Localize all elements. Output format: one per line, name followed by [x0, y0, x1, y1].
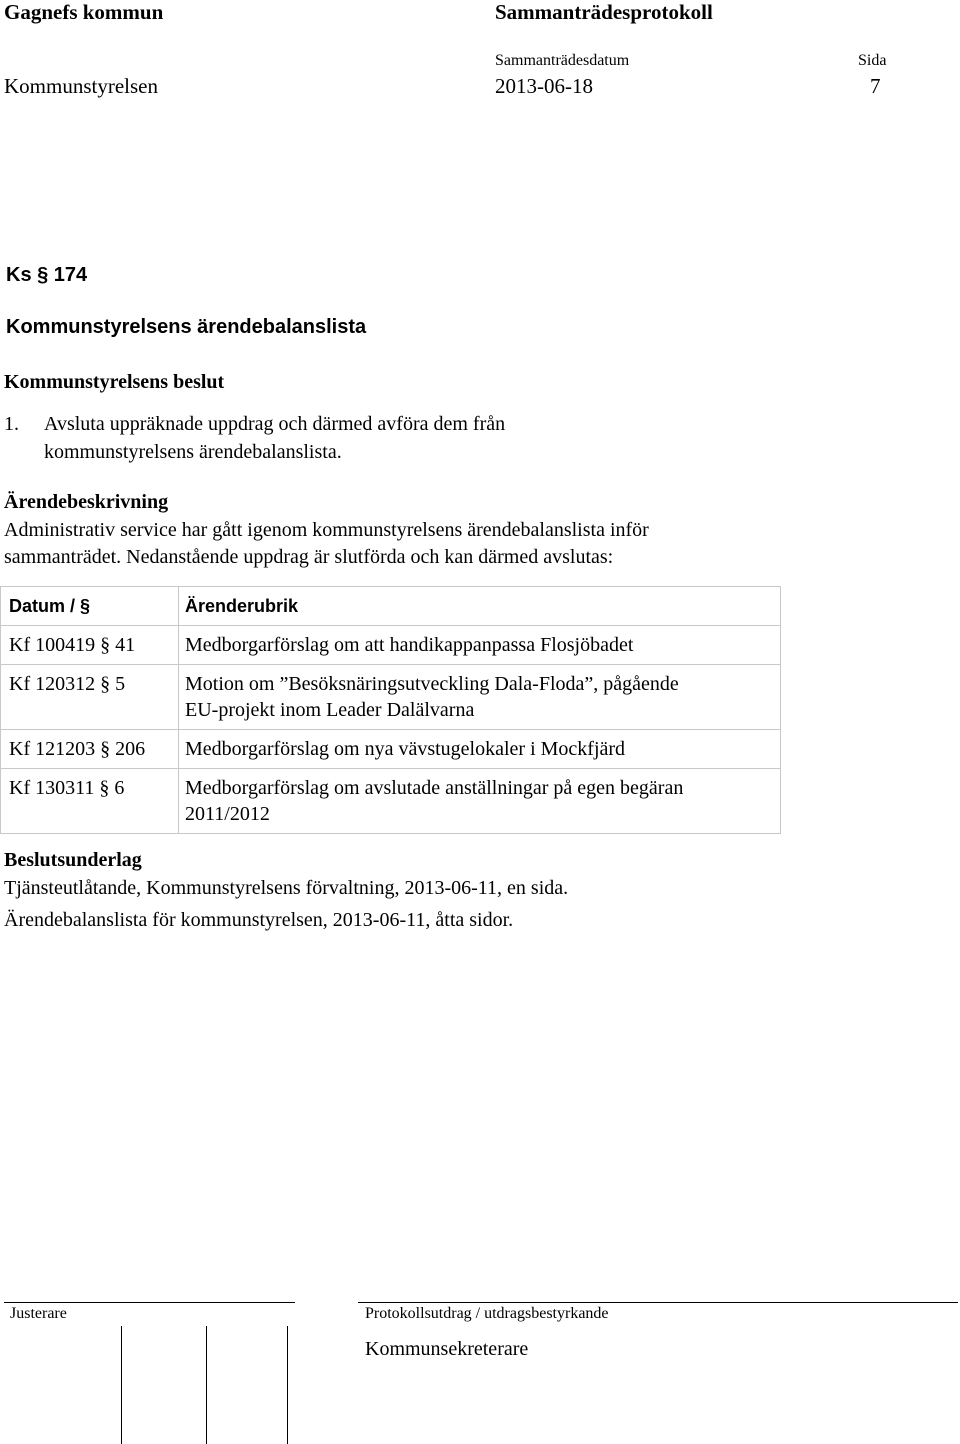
basis-line2: Ärendebalanslista för kommunstyrelsen, 2013-06-11, åtta sidor.: [4, 909, 514, 931]
description-heading: Ärendebeskrivning: [4, 491, 169, 513]
table-header-row: [1, 587, 781, 626]
decision-item-number: 1.: [4, 413, 19, 435]
table-row: [1, 769, 781, 834]
case-table: [0, 586, 781, 834]
case-subject-line1: Medborgarförslag om nya vävstugelokaler i Mockfjärd: [185, 738, 626, 760]
table-row: [1, 730, 781, 769]
municipality-name: Gagnefs kommun: [4, 0, 164, 24]
case-title: Kommunstyrelsens ärendebalanslista: [6, 316, 367, 338]
column-header-date: Datum / §: [1, 587, 179, 626]
case-subject: [179, 730, 781, 769]
meeting-date: 2013-06-18: [495, 74, 593, 98]
page-number: 7: [870, 74, 881, 98]
case-reference: Kf 121203 § 206: [1, 730, 179, 769]
case-subject-line1: Medborgarförslag om avslutade anställningar på egen begäran: [185, 777, 684, 799]
column-header-subject: Ärenderubrik: [179, 587, 781, 626]
case-subject-line1: Medborgarförslag om att handikappanpassa Flosjöbadet: [185, 634, 634, 656]
decision-heading: Kommunstyrelsens beslut: [4, 371, 225, 393]
case-number: Ks § 174: [6, 264, 88, 286]
footer-rule-right: [358, 1302, 958, 1303]
decision-item-text-line1: Avsluta uppräknade uppdrag och därmed avföra dem från: [44, 413, 506, 435]
case-subject-line1: Motion om ”Besöksnäringsutveckling Dala-Floda”, pågående: [185, 673, 679, 695]
table-row: [1, 626, 781, 665]
basis-line1: Tjänsteutlåtande, Kommunstyrelsens förvaltning, 2013-06-11, en sida.: [4, 877, 569, 899]
table-row: [1, 665, 781, 730]
committee-name: Kommunstyrelsen: [4, 74, 158, 98]
extract-recipient: Kommunsekreterare: [365, 1338, 529, 1360]
basis-heading: Beslutsunderlag: [4, 849, 142, 871]
footer-rule-left: [4, 1302, 295, 1303]
page-label: Sida: [858, 52, 887, 69]
case-subject: [179, 665, 781, 730]
case-reference: Kf 120312 § 5: [1, 665, 179, 730]
signature-divider-2: [206, 1326, 207, 1444]
extract-label: Protokollsutdrag / utdragsbestyrkande: [365, 1305, 609, 1322]
decision-item-text-line2: kommunstyrelsens ärendebalanslista.: [44, 441, 342, 463]
signature-divider-1: [121, 1326, 122, 1444]
document-type: Sammanträdesprotokoll: [495, 0, 713, 24]
case-subject: [179, 769, 781, 834]
case-subject-line2: 2011/2012: [185, 803, 270, 825]
justerare-label: Justerare: [10, 1305, 67, 1322]
case-subject-line2: EU-projekt inom Leader Dalälvarna: [185, 699, 475, 721]
meeting-date-label: Sammanträdesdatum: [495, 52, 630, 69]
description-line1: Administrativ service har gått igenom kommunstyrelsens ärendebalanslista inför: [4, 519, 649, 541]
signature-divider-3: [287, 1326, 288, 1444]
case-reference: Kf 100419 § 41: [1, 626, 179, 665]
description-line2: sammanträdet. Nedanstående uppdrag är slutförda och kan därmed avslutas:: [4, 546, 614, 568]
case-subject: [179, 626, 781, 665]
case-reference: Kf 130311 § 6: [1, 769, 179, 834]
